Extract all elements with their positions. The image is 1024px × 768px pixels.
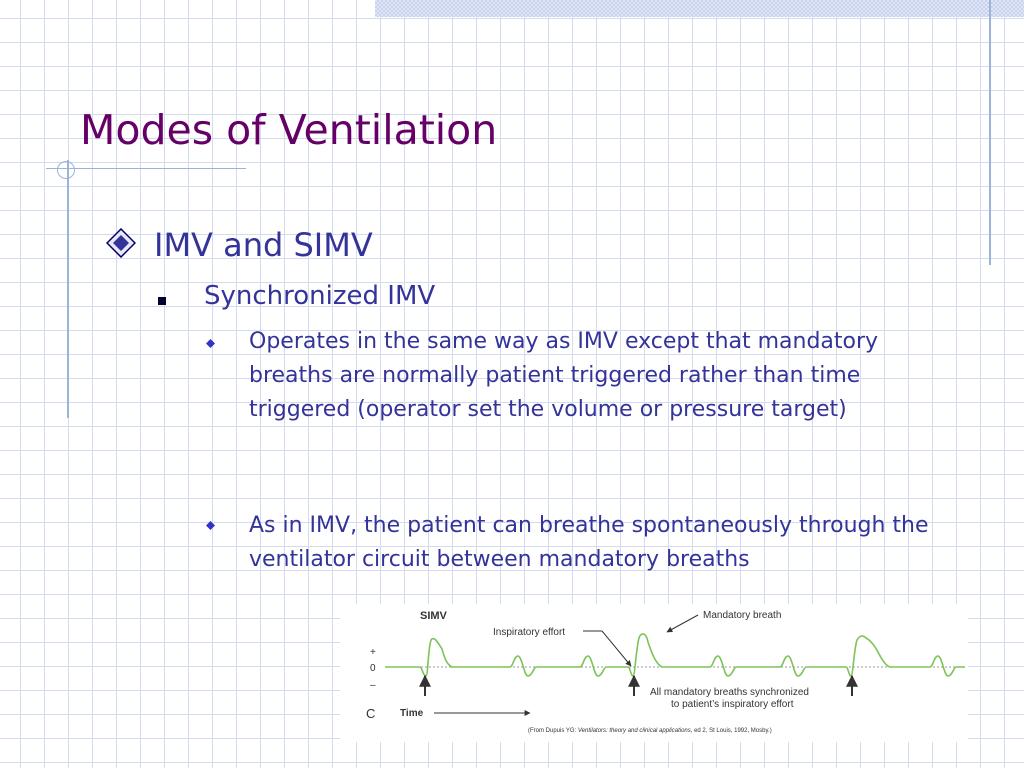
mandatory-breath-label: Mandatory breath (703, 610, 782, 621)
pressure-waveform (385, 634, 965, 676)
decorative-left-rule (67, 160, 69, 418)
sync-note-line2: to patient’s inspiratory effort (671, 699, 794, 710)
simv-waveform-figure (340, 604, 968, 742)
small-diamond-bullet-icon (206, 339, 215, 348)
axis-zero-label: 0 (370, 663, 376, 674)
waveform-mode-label: SIMV (420, 610, 447, 622)
figure-citation: (From Dupuis YG: Ventilators: theory and clinical applications, ed 2, St Louis, 1992, Mosby.) (528, 728, 772, 734)
small-diamond-bullet-icon (206, 521, 215, 530)
bullet-point-2: As in IMV, the patient can breathe spontaneously through the ventilator circuit between mandatory breaths (249, 513, 929, 572)
title-underline-rule (46, 168, 246, 169)
decorative-right-rule (989, 0, 991, 265)
time-axis-label: Time (400, 708, 424, 719)
inspiratory-effort-label: Inspiratory effort (493, 627, 566, 638)
bullet-level1: IMV and SIMV (154, 226, 373, 264)
mandatory-breath-pointer (667, 615, 698, 632)
title-rule-circle (57, 161, 75, 179)
axis-plus-label: + (370, 647, 376, 658)
panel-letter: C (366, 706, 376, 721)
decorative-top-band (375, 0, 1024, 17)
slide-title: Modes of Ventilation (80, 106, 498, 154)
simv-waveform-svg (340, 604, 968, 742)
bullet-point-1: Operates in the same way as IMV except that mandatory breaths are normally patient triggered rather than time triggered (operator set the volume or pressure target) (249, 329, 879, 422)
bullet-level2: Synchronized IMV (204, 281, 436, 311)
axis-minus-label: – (370, 680, 376, 691)
inspiratory-effort-pointer (602, 631, 631, 666)
diamond-bullet-icon (106, 228, 136, 258)
square-bullet-icon (158, 297, 166, 305)
sync-note-line1: All mandatory breaths synchronized (650, 687, 809, 698)
